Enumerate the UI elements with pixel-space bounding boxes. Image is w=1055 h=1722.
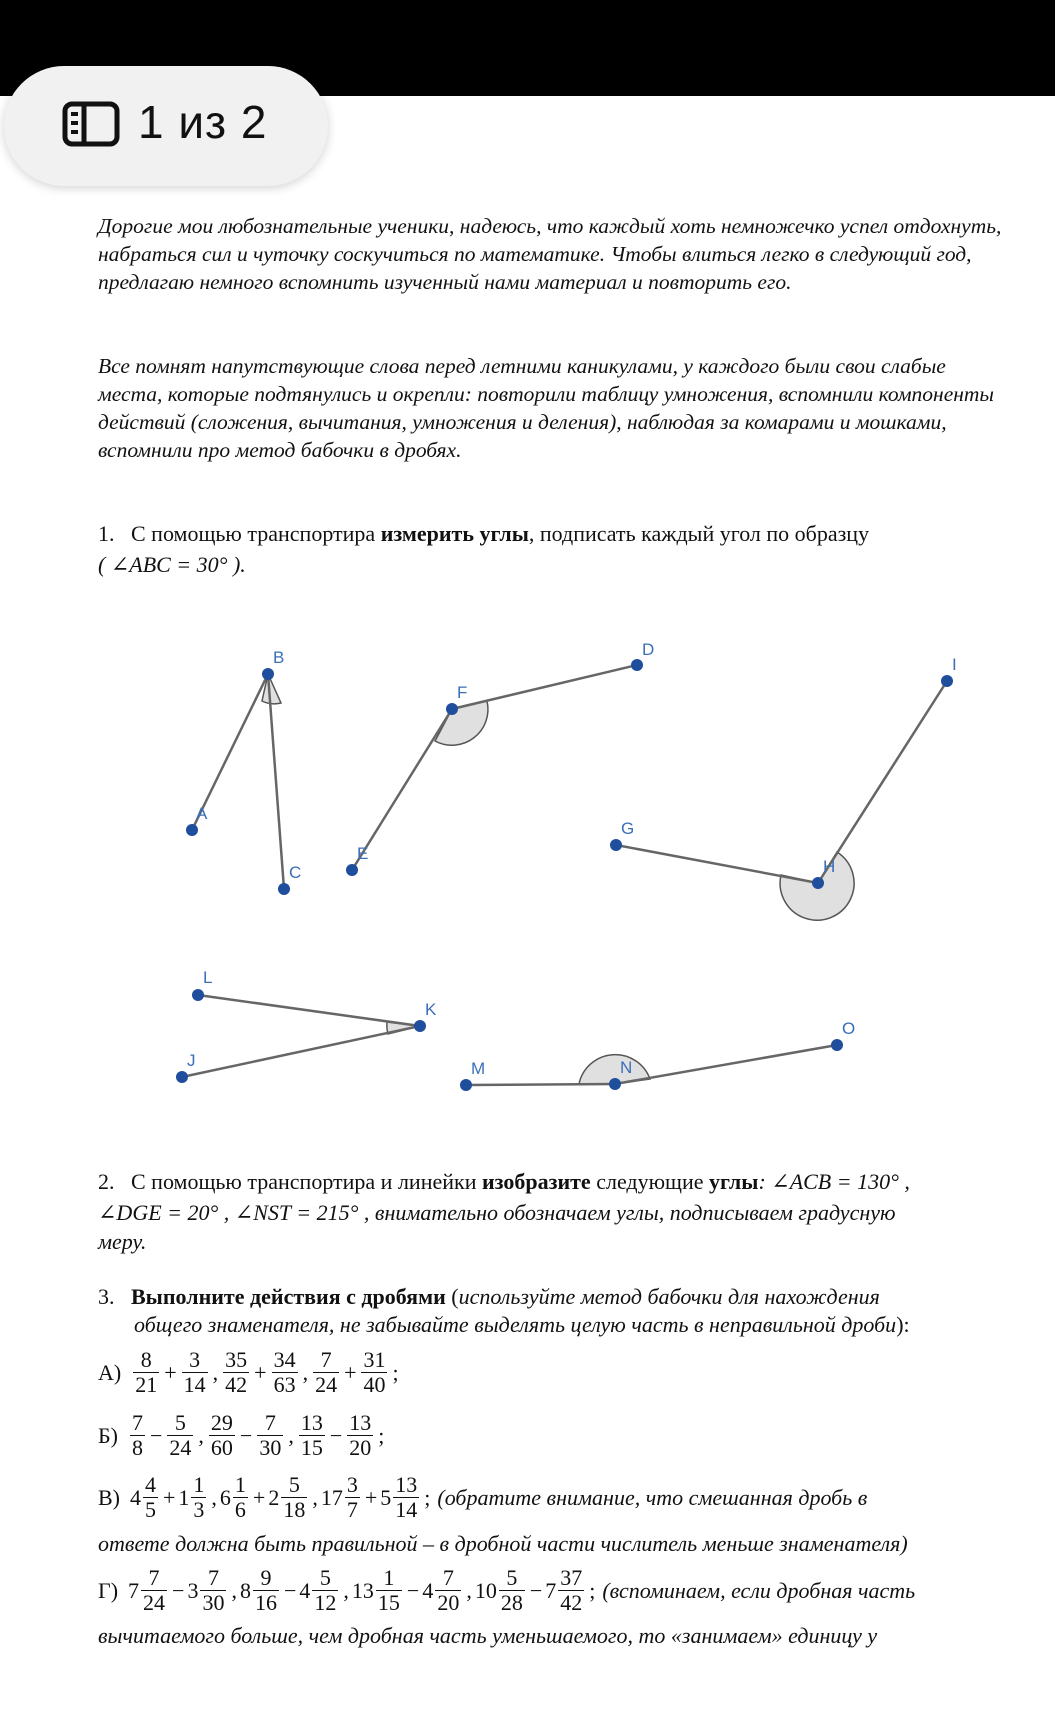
numerator: 7 (200, 1566, 226, 1591)
operator: − (529, 1577, 543, 1603)
fraction (312, 1566, 338, 1615)
fraction (345, 1473, 360, 1522)
operator: − (172, 1577, 185, 1603)
denominator: 24 (315, 1372, 338, 1397)
fraction (376, 1566, 402, 1615)
separator: , (466, 1577, 472, 1603)
page-indicator: 1 из 2 (138, 96, 268, 148)
task2-number: 2. (98, 1169, 115, 1194)
exercise-row-g (98, 1566, 915, 1615)
whole-part: 4 (130, 1484, 141, 1510)
fraction (209, 1411, 235, 1460)
operator: − (283, 1577, 297, 1603)
ray-fd (452, 665, 637, 709)
label-e: E (357, 844, 369, 863)
numerator: 35 (225, 1347, 248, 1372)
separator: , (211, 1484, 217, 1510)
separator: , (231, 1577, 237, 1603)
point-f (446, 703, 458, 715)
task1-text2: , подписать каждый угол по образцу (528, 521, 870, 546)
denominator: 15 (300, 1435, 323, 1460)
label-o: O (842, 1019, 856, 1038)
label-h: H (823, 857, 836, 876)
denominator: 20 (437, 1590, 460, 1615)
operator: + (163, 1484, 176, 1510)
task2-line3: меру. (98, 1229, 147, 1254)
numerator: 7 (131, 1410, 143, 1435)
separator: , (288, 1422, 294, 1448)
separator: , (212, 1359, 219, 1385)
denominator: 18 (283, 1497, 306, 1522)
task3-paren: ( (445, 1284, 459, 1309)
whole-part: 10 (474, 1577, 497, 1603)
numerator: 7 (141, 1566, 167, 1591)
label-f: F (457, 683, 468, 702)
fraction (143, 1473, 158, 1522)
denominator: 24 (143, 1590, 166, 1615)
task2-line2 (98, 1198, 896, 1228)
point-k (414, 1020, 426, 1032)
ray-hi (818, 681, 947, 883)
label-n: N (620, 1058, 633, 1077)
row-b-label: Б) (98, 1422, 118, 1448)
fraction (393, 1473, 419, 1522)
denominator: 42 (225, 1372, 248, 1397)
numerator: 37 (560, 1565, 583, 1590)
label-l: L (203, 968, 213, 987)
fraction (313, 1348, 339, 1397)
numerator: 13 (349, 1410, 372, 1435)
ray-no (615, 1045, 837, 1084)
task3-hint1: используйте метод бабочки для нахождения (458, 1284, 880, 1309)
task1-text: С помощью транспортира (131, 521, 381, 546)
fraction (233, 1473, 248, 1522)
numerator: 1 (193, 1472, 205, 1497)
numerator: 3 (346, 1472, 358, 1497)
operator: + (252, 1484, 266, 1510)
label-c: C (289, 863, 302, 882)
sidebar-panel-icon[interactable] (62, 101, 120, 147)
separator: , (312, 1484, 318, 1510)
numerator: 1 (376, 1566, 402, 1591)
label-k: K (425, 1000, 437, 1019)
whole-part: 3 (187, 1577, 199, 1603)
row-g-label: Г) (98, 1577, 119, 1603)
label-b: B (273, 648, 285, 667)
fraction (130, 1411, 145, 1460)
denominator: 7 (346, 1497, 358, 1522)
ray-kl (198, 995, 420, 1026)
task3-paren-close: ): (896, 1312, 910, 1337)
whole-part: 4 (299, 1577, 311, 1603)
fraction (558, 1566, 584, 1615)
point-g (610, 839, 622, 851)
denominator: 42 (560, 1590, 583, 1615)
numerator: 5 (499, 1566, 525, 1591)
row-g-note2: вычитаемого больше, чем дробная часть уменьшаемого, то «занимаем» единицу у (98, 1623, 878, 1648)
fraction (347, 1411, 373, 1460)
point-a (186, 824, 198, 836)
intro-paragraph-2: Все помнят напутствующие слова перед летними каникулами, у каждого были свои слабые места, которые подтянулись и окрепли: повторили таблицу умножения, вспомнили компоненты действий (сложения, вычитания, умножения и деления), наблюдая за комарами и мошками, вспомнили про метод бабочки в дробях. (98, 354, 994, 462)
fraction (182, 1348, 208, 1397)
operator: + (364, 1484, 378, 1510)
denominator: 3 (193, 1497, 205, 1522)
task3-bold: Выполните действия с дробями (131, 1284, 446, 1309)
denominator: 40 (363, 1372, 386, 1397)
numerator: 13 (300, 1410, 323, 1435)
fraction (257, 1411, 283, 1460)
denominator: 14 (395, 1497, 418, 1522)
numerator: 34 (273, 1347, 296, 1372)
numerator: 8 (133, 1348, 159, 1373)
numerator: 5 (281, 1473, 307, 1498)
numerator: 9 (253, 1566, 279, 1591)
point-o (831, 1039, 843, 1051)
row-note: (обратите внимание, что смешанная дробь в (437, 1484, 868, 1510)
denominator: 12 (314, 1590, 337, 1615)
denominator: 30 (202, 1590, 225, 1615)
exercise-row-a (98, 1348, 402, 1397)
operator: + (254, 1359, 267, 1385)
fraction (200, 1566, 226, 1615)
task3-line1 (98, 1282, 880, 1312)
task2-text2: следующие (590, 1169, 710, 1194)
ray-nm (466, 1084, 615, 1085)
ray-kj (182, 1026, 420, 1077)
numerator: 5 (167, 1411, 193, 1436)
denominator: 20 (349, 1435, 372, 1460)
denominator: 28 (500, 1590, 523, 1615)
task1-bold: измерить углы (380, 521, 529, 546)
task2-bold2: углы (709, 1169, 759, 1194)
fraction (361, 1348, 387, 1397)
point-h (812, 877, 824, 889)
whole-part: 7 (128, 1577, 140, 1603)
point-d (631, 659, 643, 671)
whole-part: 5 (380, 1484, 392, 1510)
point-l (192, 989, 204, 1001)
denominator: 14 (183, 1372, 206, 1397)
denominator: 30 (259, 1435, 282, 1460)
whole-part: 17 (320, 1484, 343, 1510)
numerator: 3 (182, 1348, 208, 1373)
task2-text: С помощью транспортира и линейки (131, 1169, 482, 1194)
fraction (435, 1566, 461, 1615)
label-d: D (642, 640, 655, 659)
denominator: 21 (135, 1372, 158, 1397)
numerator: 13 (395, 1472, 418, 1497)
angles-figure (0, 600, 1055, 1140)
whole-part: 8 (239, 1577, 251, 1603)
separator: ; (378, 1422, 385, 1448)
numerator: 7 (435, 1566, 461, 1591)
row-a-label: А) (98, 1359, 122, 1385)
denominator: 16 (254, 1590, 277, 1615)
label-g: G (621, 819, 635, 838)
denominator: 24 (169, 1435, 192, 1460)
task1-number: 1. (98, 521, 115, 546)
numerator: 1 (234, 1472, 246, 1497)
operator: − (239, 1422, 253, 1448)
fraction (272, 1348, 298, 1397)
label-i: I (952, 655, 957, 674)
label-m: M (471, 1059, 486, 1078)
task2-angles: ∠DGE = 20° , ∠NST = 215° , (98, 1200, 370, 1225)
operator: − (149, 1422, 163, 1448)
task3-hint2: общего знаменателя, не забывайте выделять целую часть в неправильной дроби (134, 1312, 897, 1337)
task2-line1 (98, 1167, 910, 1197)
whole-part: 1 (178, 1484, 190, 1510)
point-c (278, 883, 290, 895)
fraction (191, 1473, 206, 1522)
denominator: 6 (234, 1497, 246, 1522)
row-v-note2: ответе должна быть правильной – в дробной части числитель меньше знаменателя) (98, 1531, 908, 1556)
numerator: 29 (210, 1410, 233, 1435)
separator: ; (589, 1577, 596, 1603)
fraction (299, 1411, 325, 1460)
task2-note: внимательно обозначаем углы, подписываем градусную (369, 1200, 896, 1225)
point-n (609, 1078, 621, 1090)
ray-hg (616, 845, 818, 883)
task1-example: ( ∠ABC = 30° ). (98, 552, 246, 577)
row-v-label: В) (98, 1484, 120, 1510)
intro-paragraph-1: Дорогие мои любознательные ученики, надеюсь, что каждый хоть немножечко успел отдохнуть, набраться сил и чуточку соскучиться по математике. Чтобы влиться легко в следующий год, предлагаю немного вспомнить изученный нами материал и повторить его. (98, 214, 1002, 294)
row-note: (вспоминаем, если дробная часть (602, 1577, 916, 1603)
fraction (167, 1411, 193, 1460)
whole-part: 2 (268, 1484, 280, 1510)
separator: , (343, 1577, 349, 1603)
task1-line1 (98, 519, 869, 549)
whole-part: 7 (545, 1577, 557, 1603)
denominator: 8 (131, 1435, 143, 1460)
fraction (133, 1348, 159, 1397)
numerator: 31 (363, 1347, 386, 1372)
denominator: 60 (210, 1435, 233, 1460)
point-i (941, 675, 953, 687)
fraction (223, 1348, 249, 1397)
denominator: 15 (377, 1590, 400, 1615)
fraction (281, 1473, 307, 1522)
numerator: 5 (312, 1566, 338, 1591)
fraction (499, 1566, 525, 1615)
operator: − (329, 1422, 343, 1448)
fraction (141, 1566, 167, 1615)
task3-number: 3. (98, 1284, 115, 1309)
point-b (262, 668, 274, 680)
denominator: 63 (273, 1372, 296, 1397)
whole-part: 4 (422, 1577, 434, 1603)
operator: − (406, 1577, 420, 1603)
denominator: 5 (145, 1497, 156, 1522)
label-j: J (187, 1051, 196, 1070)
operator: + (344, 1359, 357, 1385)
exercise-row-b (98, 1411, 387, 1460)
whole-part: 6 (219, 1484, 231, 1510)
fraction (253, 1566, 279, 1615)
point-e (346, 864, 358, 876)
point-j (176, 1071, 188, 1083)
point-m (460, 1079, 472, 1091)
exercise-row-v (98, 1473, 867, 1522)
numerator: 4 (145, 1472, 156, 1497)
ray-bc (268, 674, 284, 889)
separator: , (302, 1359, 309, 1385)
task2-bold1: изобразите (481, 1169, 591, 1194)
whole-part: 13 (351, 1577, 374, 1603)
separator: ; (424, 1484, 431, 1510)
separator: ; (392, 1359, 399, 1385)
separator: , (198, 1422, 204, 1448)
task2-angle-acb: : ∠ACB = 130° , (758, 1169, 910, 1194)
numerator: 7 (257, 1411, 283, 1436)
label-a: A (196, 804, 208, 823)
numerator: 7 (313, 1348, 339, 1373)
task3-line2 (134, 1310, 910, 1340)
operator: + (164, 1359, 177, 1385)
